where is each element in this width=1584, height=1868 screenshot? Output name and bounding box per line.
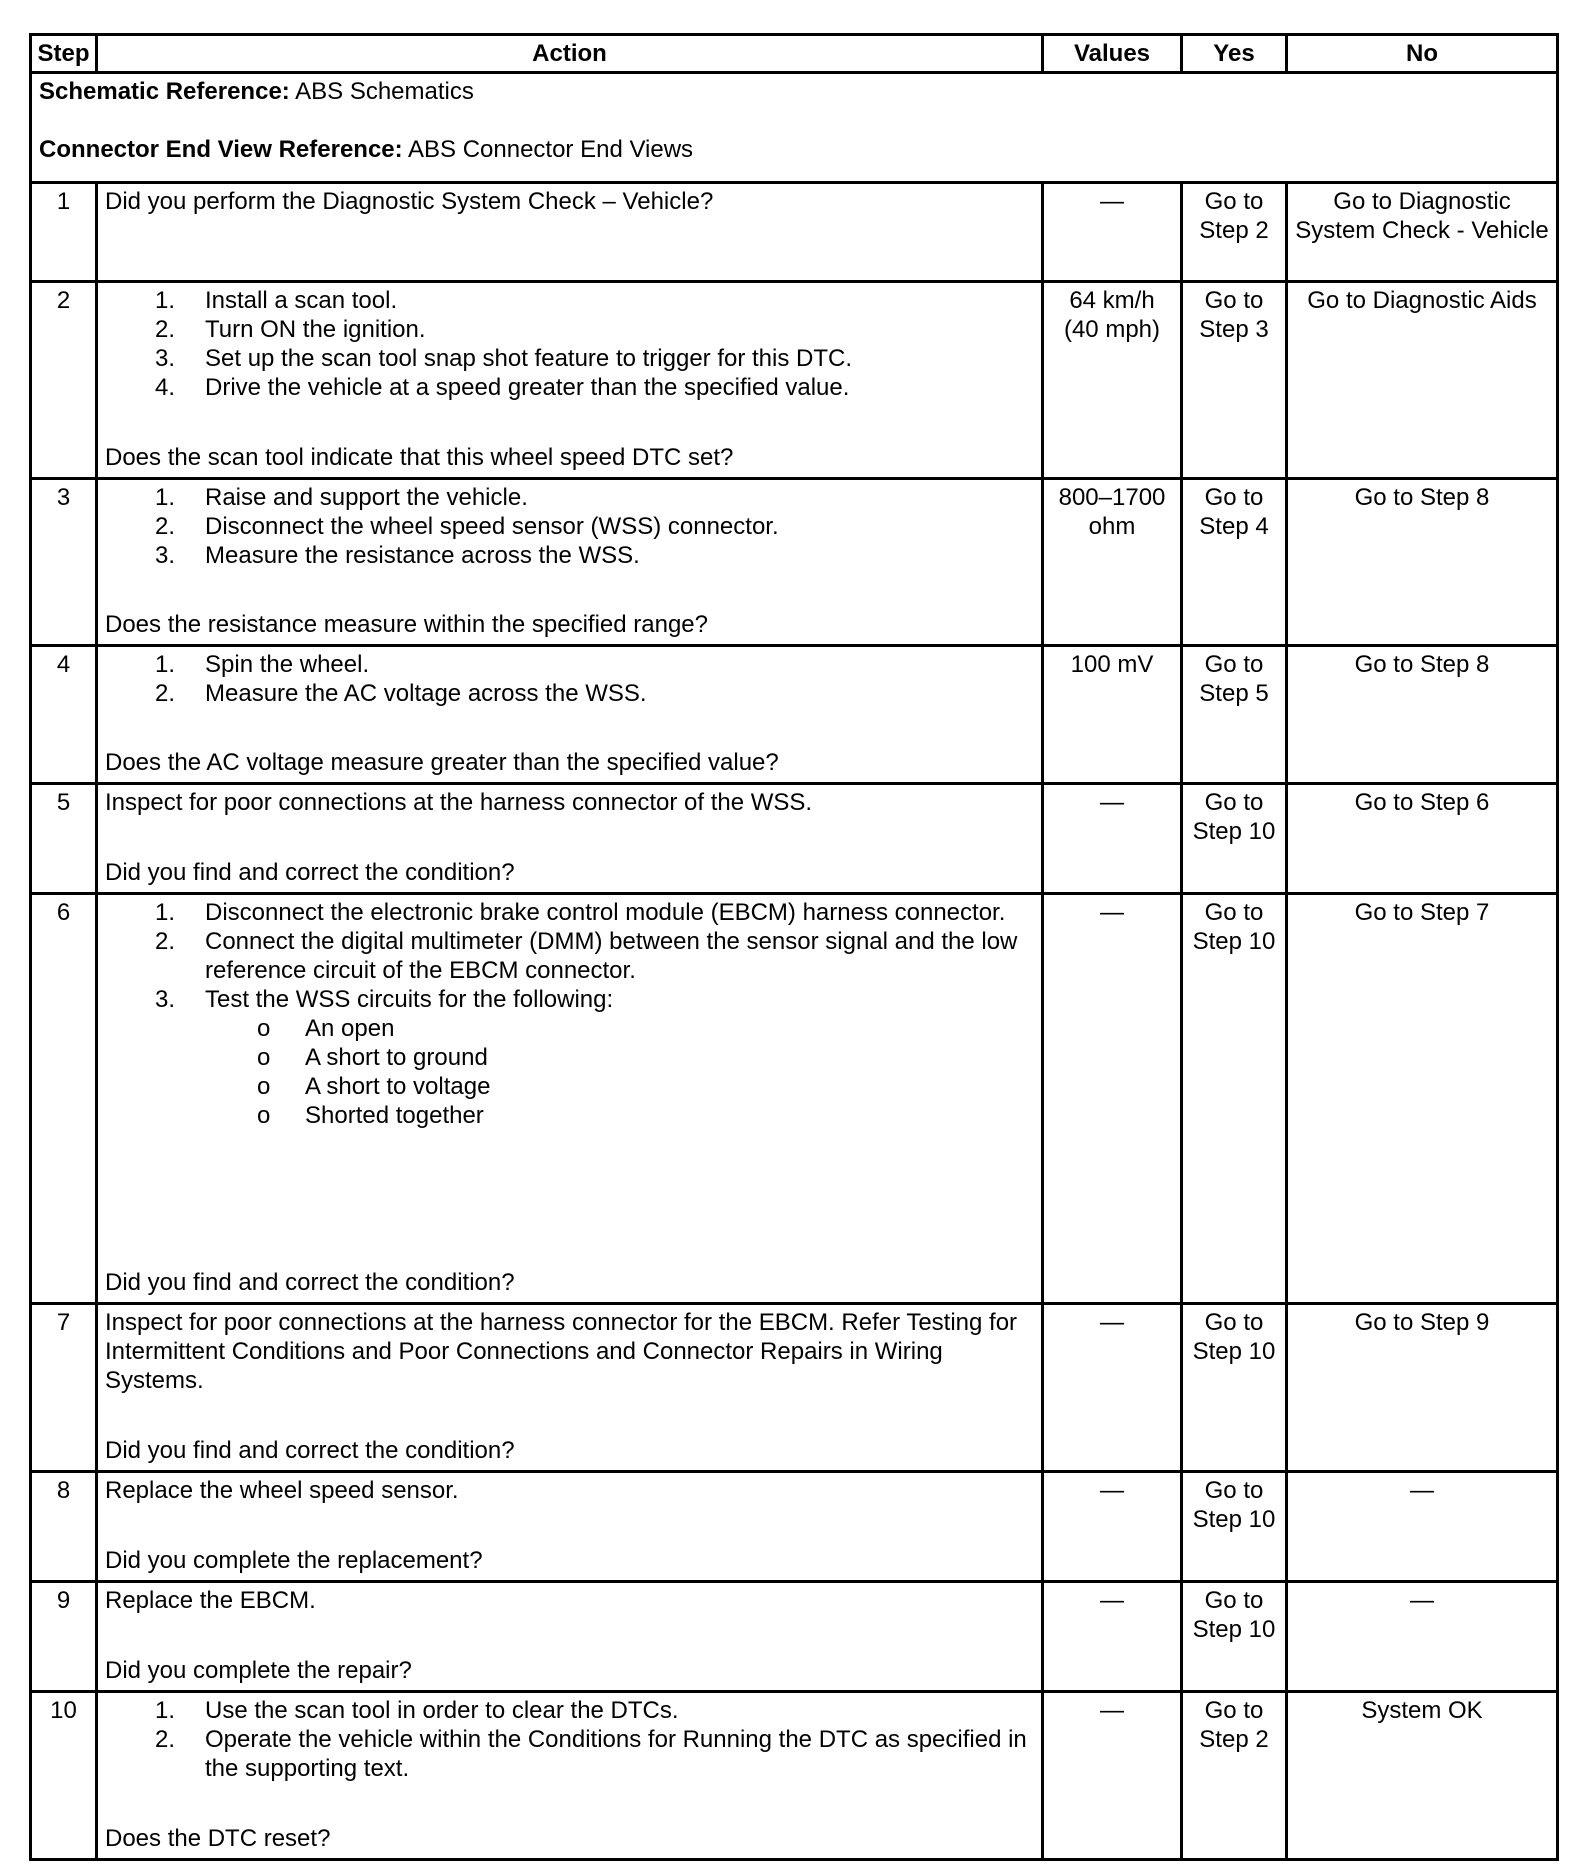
diagnostic-table: [29, 33, 1559, 1861]
action-instructions: [105, 187, 1034, 216]
step-action: [97, 784, 1043, 894]
connector-reference-label: Connector End View Reference:: [39, 136, 403, 163]
action-instructions: [105, 898, 1034, 1130]
list-item-number: 4.: [155, 374, 176, 401]
bullet-icon: o: [257, 1102, 271, 1129]
step-row: [31, 1692, 1558, 1860]
step-number: 1: [31, 183, 97, 282]
list-item-number: 3.: [155, 542, 176, 569]
list-item: [105, 344, 1034, 373]
numbered-list: [105, 898, 1034, 1014]
action-intro: Replace the EBCM.: [105, 1587, 316, 1614]
header-yes: Yes: [1182, 35, 1287, 73]
step-value: —: [1043, 1472, 1182, 1582]
bullet-item: [105, 1072, 1034, 1101]
list-item: [105, 985, 1034, 1014]
step-action: [97, 282, 1043, 479]
step-action: [97, 1582, 1043, 1692]
list-item: [105, 1725, 1034, 1783]
list-item: [105, 541, 1034, 570]
list-item: [105, 315, 1034, 344]
action-instructions: [105, 650, 1034, 708]
step-number: 8: [31, 1472, 97, 1582]
step-value: —: [1043, 894, 1182, 1304]
list-item-text: Operate the vehicle within the Conditions for Running the DTC as specified in the supporting text.: [205, 1726, 1027, 1782]
list-item: [105, 1696, 1034, 1725]
list-item-number: 2.: [155, 928, 176, 955]
list-item-number: 1.: [155, 651, 176, 678]
bullet-icon: o: [257, 1015, 271, 1042]
step-action: [97, 1304, 1043, 1472]
step-value: 100 mV: [1043, 646, 1182, 784]
step-action: [97, 183, 1043, 282]
step-row: [31, 1304, 1558, 1472]
action-instructions: [105, 788, 1034, 817]
connector-reference-value[interactable]: ABS Connector End Views: [402, 136, 694, 163]
bullet-text: A short to voltage: [305, 1073, 491, 1100]
step-number: 9: [31, 1582, 97, 1692]
action-instructions: [105, 483, 1034, 570]
list-item-number: 3.: [155, 986, 176, 1013]
list-item-text: Disconnect the wheel speed sensor (WSS) connector.: [205, 513, 779, 540]
connector-reference: [39, 135, 1549, 164]
header-row: [31, 35, 1558, 73]
step-action: [97, 1692, 1043, 1860]
step-action: [97, 1472, 1043, 1582]
bullet-item: [105, 1014, 1034, 1043]
numbered-list: [105, 650, 1034, 708]
action-intro: Replace the wheel speed sensor.: [105, 1477, 459, 1504]
list-item-number: 1.: [155, 484, 176, 511]
step-row: [31, 646, 1558, 784]
step-yes-link[interactable]: Go to Step 2: [1182, 1692, 1287, 1860]
list-item: [105, 898, 1034, 927]
step-no-link[interactable]: Go to Step 8: [1287, 646, 1558, 784]
step-no-link[interactable]: Go to Diagnostic System Check - Vehicle: [1287, 183, 1558, 282]
step-value: —: [1043, 1582, 1182, 1692]
step-row: [31, 479, 1558, 646]
action-question: Did you find and correct the condition?: [105, 1269, 515, 1296]
list-item-number: 2.: [155, 680, 176, 707]
list-item-text: Drive the vehicle at a speed greater than the specified value.: [205, 374, 850, 401]
step-action: [97, 646, 1043, 784]
action-question: Does the DTC reset?: [105, 1825, 331, 1852]
step-number: 3: [31, 479, 97, 646]
step-row: [31, 784, 1558, 894]
bullet-list: [105, 1014, 1034, 1130]
step-yes-link[interactable]: Go to Step 10: [1182, 1304, 1287, 1472]
list-item-number: 1.: [155, 287, 176, 314]
list-item-text: Raise and support the vehicle.: [205, 484, 528, 511]
list-item-text: Use the scan tool in order to clear the DTCs.: [205, 1697, 679, 1724]
step-yes-link[interactable]: Go to Step 10: [1182, 894, 1287, 1304]
step-number: 7: [31, 1304, 97, 1472]
action-question: Does the AC voltage measure greater than the specified value?: [105, 749, 779, 776]
list-item-text: Turn ON the ignition.: [205, 316, 426, 343]
step-row: [31, 1582, 1558, 1692]
action-question: Does the resistance measure within the specified range?: [105, 611, 708, 638]
bullet-icon: o: [257, 1044, 271, 1071]
action-intro: Inspect for poor connections at the harness connector for the EBCM. Refer Testing for Intermittent Conditions and Poor Connections and Connector Repairs in Wiring Systems.: [105, 1309, 1018, 1394]
step-number: 10: [31, 1692, 97, 1860]
step-number: 2: [31, 282, 97, 479]
schematic-reference-value[interactable]: ABS Schematics: [289, 78, 474, 105]
list-item-number: 2.: [155, 316, 176, 343]
action-question: Did you complete the repair?: [105, 1657, 412, 1684]
list-item-number: 3.: [155, 345, 176, 372]
step-value: 64 km/h (40 mph): [1043, 282, 1182, 479]
step-action: [97, 479, 1043, 646]
action-question: Did you find and correct the condition?: [105, 859, 515, 886]
step-no-link[interactable]: Go to Step 6: [1287, 784, 1558, 894]
list-item: [105, 512, 1034, 541]
list-item-number: 2.: [155, 1726, 176, 1753]
list-item-text: Spin the wheel.: [205, 651, 370, 678]
list-item-text: Measure the resistance across the WSS.: [205, 542, 640, 569]
list-item: [105, 679, 1034, 708]
step-no-link: —: [1287, 1472, 1558, 1582]
schematic-reference: [39, 77, 1549, 106]
list-item-text: Measure the AC voltage across the WSS.: [205, 680, 647, 707]
numbered-list: [105, 1696, 1034, 1783]
bullet-item: [105, 1101, 1034, 1130]
step-no-link[interactable]: Go to Step 8: [1287, 479, 1558, 646]
action-question: Does the scan tool indicate that this wheel speed DTC set?: [105, 444, 734, 471]
list-item-text: Test the WSS circuits for the following:: [205, 986, 614, 1013]
step-yes-link[interactable]: Go to Step 4: [1182, 479, 1287, 646]
list-item-number: 1.: [155, 1697, 176, 1724]
header-values: Values: [1043, 35, 1182, 73]
bullet-text: Shorted together: [305, 1102, 484, 1129]
numbered-list: [105, 286, 1034, 402]
step-row: [31, 1472, 1558, 1582]
step-row: [31, 894, 1558, 1304]
action-instructions: [105, 1586, 1034, 1615]
step-number: 4: [31, 646, 97, 784]
list-item: [105, 286, 1034, 315]
list-item: [105, 483, 1034, 512]
action-instructions: [105, 1696, 1034, 1783]
step-yes-link[interactable]: Go to Step 10: [1182, 1582, 1287, 1692]
step-no-link[interactable]: System OK: [1287, 1692, 1558, 1860]
step-no-link[interactable]: Go to Step 7: [1287, 894, 1558, 1304]
action-question: Did you find and correct the condition?: [105, 1437, 515, 1464]
header-step: Step: [31, 35, 97, 73]
step-no-link: —: [1287, 1582, 1558, 1692]
step-row: [31, 183, 1558, 282]
step-action: [97, 894, 1043, 1304]
list-item-number: 1.: [155, 899, 176, 926]
schematic-reference-label: Schematic Reference:: [39, 78, 290, 105]
step-value: —: [1043, 1304, 1182, 1472]
step-yes-link[interactable]: Go to Step 10: [1182, 784, 1287, 894]
action-intro: Inspect for poor connections at the harness connector of the WSS.: [105, 789, 813, 816]
step-no-link[interactable]: Go to Diagnostic Aids: [1287, 282, 1558, 479]
list-item-text: Install a scan tool.: [205, 287, 398, 314]
bullet-text: An open: [305, 1015, 395, 1042]
numbered-list: [105, 483, 1034, 570]
step-number: 6: [31, 894, 97, 1304]
step-no-link[interactable]: Go to Step 9: [1287, 1304, 1558, 1472]
list-item-number: 2.: [155, 513, 176, 540]
step-yes-link[interactable]: Go to Step 3: [1182, 282, 1287, 479]
bullet-item: [105, 1043, 1034, 1072]
list-item-text: Set up the scan tool snap shot feature to trigger for this DTC.: [205, 345, 853, 372]
step-yes-link[interactable]: Go to Step 2: [1182, 183, 1287, 282]
list-item: [105, 927, 1034, 985]
reference-spacer: [39, 106, 1549, 135]
action-intro: Did you perform the Diagnostic System Check – Vehicle?: [105, 188, 714, 215]
list-item-text: Connect the digital multimeter (DMM) between the sensor signal and the low reference circuit of the EBCM connector.: [205, 928, 1018, 984]
step-value: —: [1043, 1692, 1182, 1860]
action-question: Did you complete the replacement?: [105, 1547, 483, 1574]
header-no: No: [1287, 35, 1558, 73]
step-number: 5: [31, 784, 97, 894]
action-instructions: [105, 1308, 1034, 1395]
list-item-text: Disconnect the electronic brake control module (EBCM) harness connector.: [205, 899, 1006, 926]
step-value: —: [1043, 183, 1182, 282]
step-row: [31, 282, 1558, 479]
list-item: [105, 650, 1034, 679]
step-yes-link[interactable]: Go to Step 10: [1182, 1472, 1287, 1582]
header-action: Action: [97, 35, 1043, 73]
step-value: 800–1700 ohm: [1043, 479, 1182, 646]
list-item: [105, 373, 1034, 402]
bullet-text: A short to ground: [305, 1044, 488, 1071]
reference-cell: [31, 73, 1558, 183]
bullet-icon: o: [257, 1073, 271, 1100]
action-instructions: [105, 286, 1034, 402]
reference-row: [31, 73, 1558, 183]
action-instructions: [105, 1476, 1034, 1505]
step-value: —: [1043, 784, 1182, 894]
step-yes-link[interactable]: Go to Step 5: [1182, 646, 1287, 784]
